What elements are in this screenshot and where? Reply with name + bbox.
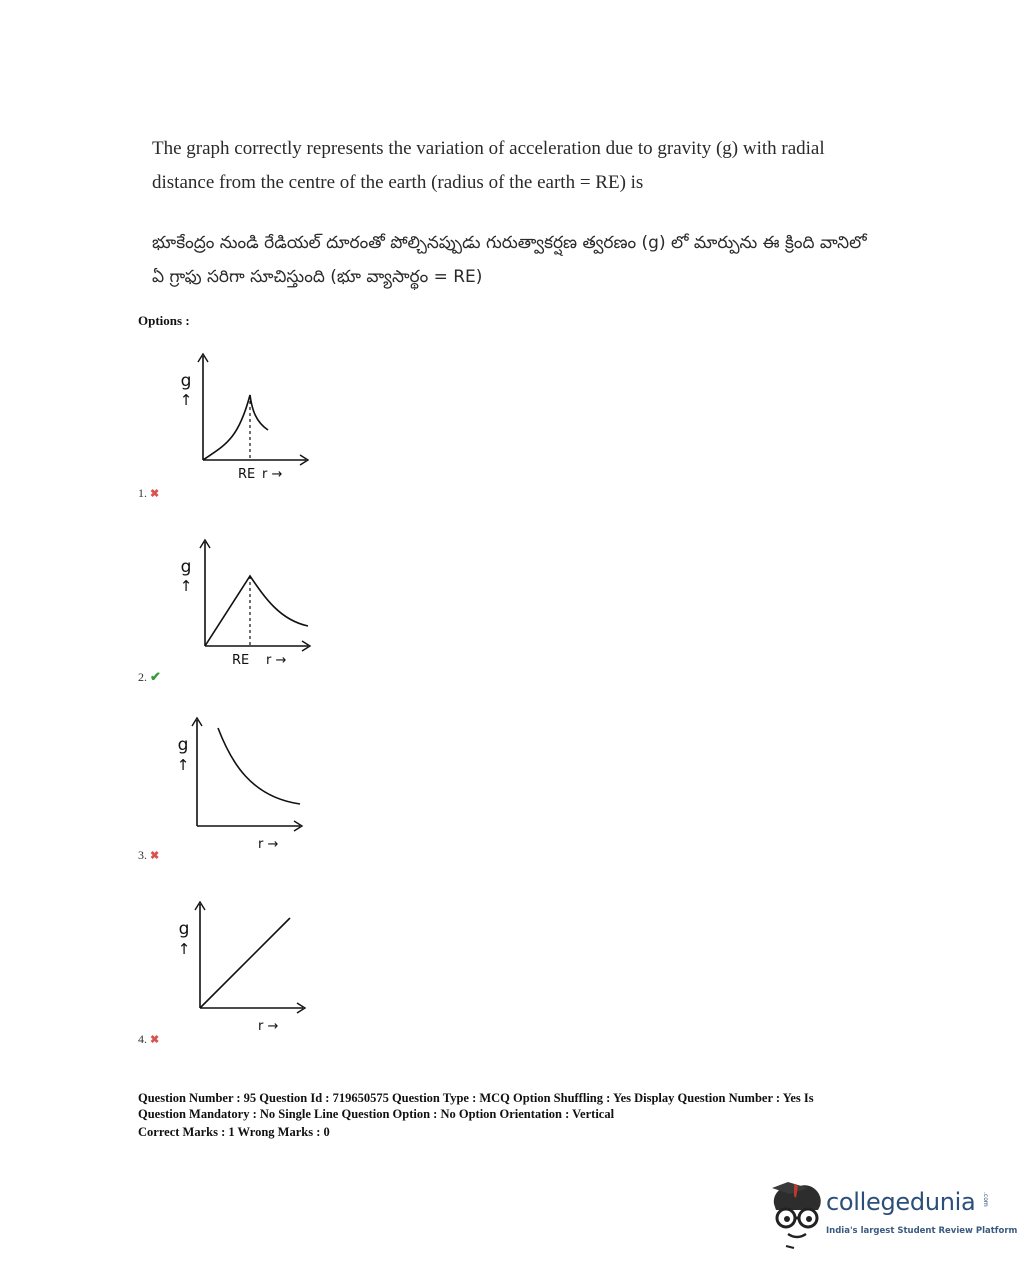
option-2-number-text: 2. [138,670,147,684]
option-1-curve [203,395,268,460]
option-2-y-arrow: ↑ [179,577,193,595]
option-1-number-text: 1. [138,486,147,500]
option-2-y-label: g [180,557,192,577]
option-1-y-label: g [180,371,192,391]
option-4-number[interactable] [138,1032,159,1047]
options-label: Options : [138,313,190,328]
option-4-y-label: g [178,919,190,939]
collegedunia-logo[interactable] [768,1180,1018,1250]
question-text-telugu: భూకేంద్రం నుండి రేడియల్ దూరంతో పోల్చినప్పుడు గురుత్వాకర్షణ త్వరణం (g) లో మార్పును ఈ క్రింది వానిలో ఏ గ్రాఫు సరిగా సూచిస్తుంది (భూ వ్యాసార్థం = RE) [152,233,867,287]
metadata-line-3: Correct Marks : 1 Wrong Marks : 0 [138,1125,330,1139]
option-3-x-label: r → [258,837,279,852]
question-text-english: The graph correctly represents the variation of acceleration due to gravity (g) with radial distance from the centre of the earth (radius of the earth = RE) is [152,138,825,193]
option-4-x-label: r → [258,1019,279,1034]
option-3-number[interactable] [138,848,159,863]
option-4-line [200,918,290,1008]
question-metadata [138,1090,898,1140]
option-1-graph [170,350,320,490]
metadata-line-1: Question Number : 95 Question Id : 719650575 Question Type : MCQ Option Shuffling : Yes Display Question Number : Yes Is [138,1091,814,1105]
option-3-y-label: g [177,735,189,755]
option-2-graph [170,538,320,678]
mascot-icon [768,1180,828,1250]
option-2-number[interactable] [138,669,161,685]
brand-tagline: India's largest Student Review Platform [826,1226,1018,1236]
option-4-y-arrow: ↑ [177,940,191,958]
option-3-y-arrow: ↑ [176,756,190,774]
brand-tld: .com [982,1192,989,1207]
option-4-wrong-icon: ✖ [150,1034,160,1046]
option-2-x-label: r → [266,653,287,668]
option-3-curve [218,728,300,804]
option-2-curve [205,576,308,646]
option-2-correct-icon: ✔ [150,669,161,684]
option-3-wrong-icon: ✖ [150,850,160,862]
option-3-graph [166,712,316,852]
option-1-y-arrow: ↑ [179,391,193,409]
option-1-number[interactable] [138,486,159,501]
option-1-wrong-icon: ✖ [150,488,160,500]
option-1-re-label: RE [238,467,256,482]
brand-name: collegedunia [826,1188,976,1216]
option-4-graph [168,898,318,1038]
option-2-re-label: RE [232,653,250,668]
option-4-number-text: 4. [138,1032,147,1046]
option-3-number-text: 3. [138,848,147,862]
metadata-line-2: Question Mandatory : No Single Line Question Option : No Option Orientation : Vertical [138,1107,615,1121]
option-1-x-label: r → [262,467,283,482]
